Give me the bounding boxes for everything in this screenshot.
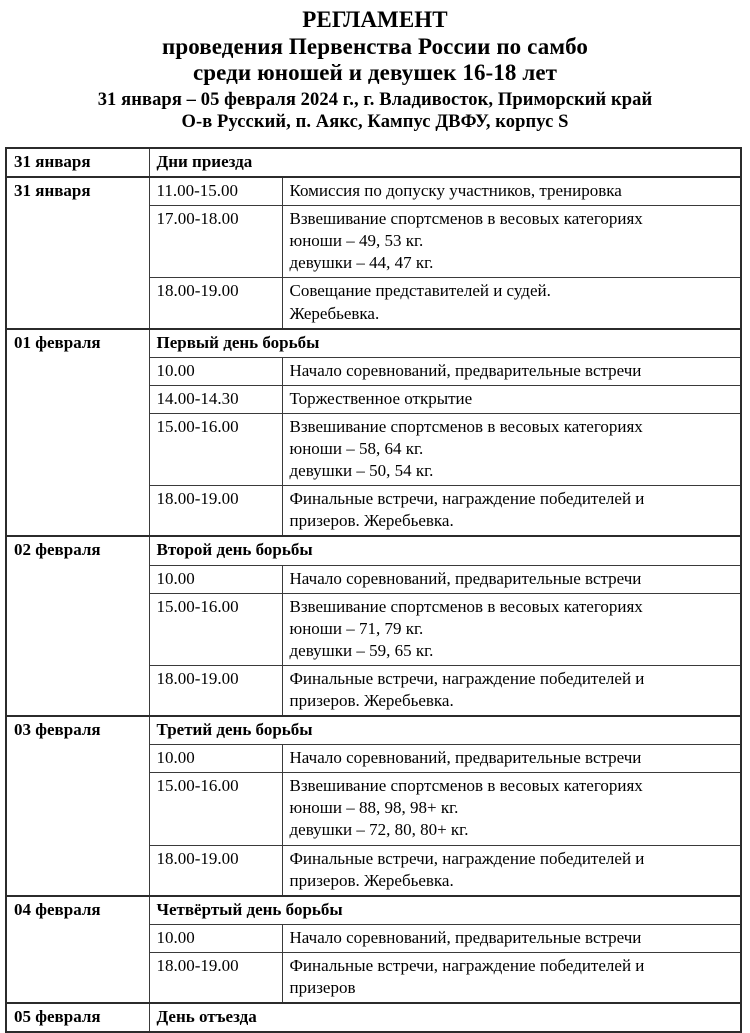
schedule-description-cell bbox=[282, 357, 741, 385]
schedule-date-cell: 31 января bbox=[6, 148, 149, 177]
schedule-description-line: юноши – 88, 98, 98+ кг. bbox=[289, 798, 459, 818]
schedule-section-header-row bbox=[6, 1003, 741, 1032]
schedule-description-cell bbox=[282, 745, 741, 773]
schedule-time-cell: 18.00-19.00 bbox=[149, 486, 282, 537]
document-subtitle-1: проведения Первенства России по самбо bbox=[162, 33, 588, 59]
schedule-description-line: девушки – 50, 54 кг. bbox=[289, 461, 434, 481]
schedule-time-cell: 18.00-19.00 bbox=[149, 665, 282, 716]
schedule-time-cell: 10.00 bbox=[149, 745, 282, 773]
schedule-section-title: Третий день борьбы bbox=[149, 716, 741, 745]
schedule-description-line: Комиссия по допуску участников, тренировка bbox=[289, 181, 622, 201]
schedule-description-line: Взвешивание спортсменов в весовых категориях bbox=[289, 209, 643, 229]
schedule-time-cell: 18.00-19.00 bbox=[149, 952, 282, 1003]
schedule-description-line: Взвешивание спортсменов в весовых категориях bbox=[289, 596, 643, 616]
schedule-description-line: юноши – 58, 64 кг. bbox=[289, 439, 424, 459]
schedule-date-cell: 01 февраля bbox=[6, 329, 149, 537]
schedule-date-cell: 05 февраля bbox=[6, 1003, 149, 1032]
schedule-section-header-row bbox=[6, 148, 741, 177]
schedule-description-line: призеров. Жеребьевка. bbox=[289, 870, 454, 890]
event-dates-location: 31 января – 05 февраля 2024 г., г. Владивосток, Приморский край bbox=[97, 90, 653, 111]
schedule-description-cell bbox=[282, 385, 741, 413]
schedule-section-title: Второй день борьбы bbox=[149, 536, 741, 565]
schedule-description-cell bbox=[282, 593, 741, 665]
schedule-section-title: Четвёртый день борьбы bbox=[149, 896, 741, 925]
schedule-description-cell bbox=[282, 206, 741, 278]
schedule-description-line: Финальные встречи, награждение победителей и bbox=[289, 848, 645, 868]
schedule-time-cell: 15.00-16.00 bbox=[149, 773, 282, 845]
schedule-time-cell: 15.00-16.00 bbox=[149, 593, 282, 665]
event-venue: О-в Русский, п. Аякс, Кампус ДВФУ, корпус S bbox=[181, 112, 569, 133]
schedule-description-cell bbox=[282, 665, 741, 716]
schedule-description-line: девушки – 59, 65 кг. bbox=[289, 640, 434, 660]
schedule-time-cell: 17.00-18.00 bbox=[149, 206, 282, 278]
schedule-time-cell: 18.00-19.00 bbox=[149, 278, 282, 329]
schedule-time-cell: 15.00-16.00 bbox=[149, 413, 282, 485]
schedule-time-cell: 10.00 bbox=[149, 924, 282, 952]
schedule-description-line: Начало соревнований, предварительные встречи bbox=[289, 748, 642, 768]
schedule-row bbox=[6, 177, 741, 206]
schedule-section-header-row bbox=[6, 896, 741, 925]
document-subtitle-2: среди юношей и девушек 16-18 лет bbox=[192, 60, 558, 86]
schedule-time-cell: 11.00-15.00 bbox=[149, 177, 282, 206]
schedule-description-line: Взвешивание спортсменов в весовых категориях bbox=[289, 416, 643, 436]
document-header bbox=[0, 0, 750, 134]
schedule-description-line: девушки – 72, 80, 80+ кг. bbox=[289, 820, 469, 840]
schedule-description-line: Жеребьевка. bbox=[289, 303, 380, 323]
schedule-description-line: Торжественное открытие bbox=[289, 388, 473, 408]
schedule-time-cell: 14.00-14.30 bbox=[149, 385, 282, 413]
schedule-day-note: День отъезда bbox=[149, 1003, 741, 1032]
schedule-section-header-row bbox=[6, 536, 741, 565]
schedule-description-line: юноши – 71, 79 кг. bbox=[289, 618, 424, 638]
document-title: РЕГЛАМЕНТ bbox=[302, 7, 448, 32]
schedule-description-cell bbox=[282, 413, 741, 485]
schedule-description-line: призеров. Жеребьевка. bbox=[289, 511, 454, 531]
schedule-time-cell: 10.00 bbox=[149, 565, 282, 593]
schedule-description-cell bbox=[282, 486, 741, 537]
schedule-description-line: юноши – 49, 53 кг. bbox=[289, 231, 424, 251]
schedule-description-cell bbox=[282, 952, 741, 1003]
schedule-description-cell bbox=[282, 924, 741, 952]
schedule-section-header-row bbox=[6, 329, 741, 358]
schedule-description-line: Начало соревнований, предварительные встречи bbox=[289, 360, 642, 380]
schedule-table-body bbox=[6, 148, 741, 1032]
schedule-section-title: Первый день борьбы bbox=[149, 329, 741, 358]
schedule-day-note: Дни приезда bbox=[149, 148, 741, 177]
schedule-description-cell bbox=[282, 565, 741, 593]
schedule-table-wrapper bbox=[5, 147, 740, 1033]
schedule-description-line: Финальные встречи, награждение победителей и bbox=[289, 955, 645, 975]
schedule-description-line: Финальные встречи, награждение победителей и bbox=[289, 668, 645, 688]
schedule-description-line: призеров. Жеребьевка. bbox=[289, 690, 454, 710]
schedule-date-cell: 02 февраля bbox=[6, 536, 149, 716]
schedule-description-cell bbox=[282, 278, 741, 329]
schedule-description-cell bbox=[282, 177, 741, 206]
schedule-date-cell: 03 февраля bbox=[6, 716, 149, 896]
schedule-description-cell bbox=[282, 773, 741, 845]
schedule-description-line: Совещание представителей и судей. bbox=[289, 281, 551, 301]
schedule-description-line: Финальные встречи, награждение победителей и bbox=[289, 489, 645, 509]
schedule-time-cell: 18.00-19.00 bbox=[149, 845, 282, 896]
schedule-time-cell: 10.00 bbox=[149, 357, 282, 385]
schedule-description-line: Взвешивание спортсменов в весовых категориях bbox=[289, 776, 643, 796]
schedule-description-line: Начало соревнований, предварительные встречи bbox=[289, 568, 642, 588]
schedule-description-line: девушки – 44, 47 кг. bbox=[289, 253, 434, 273]
schedule-description-line: Начало соревнований, предварительные встречи bbox=[289, 927, 642, 947]
schedule-date-cell: 31 января bbox=[6, 177, 149, 329]
schedule-table bbox=[5, 147, 742, 1033]
schedule-date-cell: 04 февраля bbox=[6, 896, 149, 1003]
schedule-description-line: призеров bbox=[289, 978, 356, 997]
schedule-section-header-row bbox=[6, 716, 741, 745]
schedule-description-cell bbox=[282, 845, 741, 896]
